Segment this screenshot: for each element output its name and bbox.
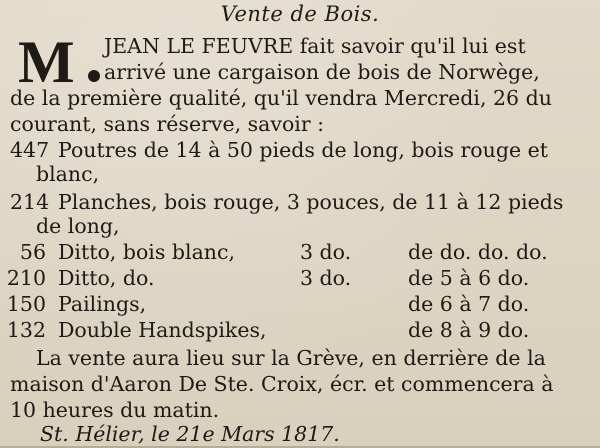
closing-line-2: maison d'Aaron De Ste. Croix, écr. et commencera à (10, 372, 554, 396)
row-length: de 6 à 7 do. (408, 292, 530, 316)
item-line: Planches, bois rouge, 3 pouces, de 11 à 12 pieds (58, 190, 564, 214)
row-name: Double Handspikes, (58, 318, 267, 342)
row-size: 3 do. (300, 266, 352, 290)
intro-line-3: de la première qualité, qu'il vendra Mercredi, 26 du (10, 86, 552, 110)
item-qty: 447 (10, 138, 50, 162)
row-name: Ditto, do. (58, 266, 155, 290)
notice-title: Vente de Bois. (220, 2, 380, 26)
row-size: 3 do. (300, 240, 352, 264)
item-line-cont: de long, (36, 214, 120, 238)
intro-line-1: JEAN LE FEUVRE fait savoir qu'il lui est (104, 34, 526, 58)
intro-line-4: courant, sans réserve, savoir : (10, 112, 325, 136)
row-qty: 132 (6, 318, 46, 342)
drop-cap: M (18, 29, 73, 95)
row-length: de 5 à 6 do. (408, 266, 530, 290)
row-length: de 8 à 9 do. (408, 318, 530, 342)
item-qty: 214 (10, 190, 50, 214)
row-name: Ditto, bois blanc, (58, 240, 236, 264)
item-line: Poutres de 14 à 50 pieds de long, bois rouge et (58, 138, 548, 162)
row-qty: 150 (6, 292, 46, 316)
row-name: Pailings, (58, 292, 147, 316)
intro-line-2: arrivé une cargaison de bois de Norwège, (104, 60, 540, 84)
row-length: de do. do. do. (408, 240, 548, 264)
drop-cap-dot (88, 70, 100, 82)
row-qty: 56 (19, 240, 46, 264)
closing-line-3: 10 heures du matin. (10, 398, 220, 422)
signature: St. Hélier, le 21e Mars 1817. (40, 422, 340, 446)
row-qty: 210 (6, 266, 46, 290)
closing-line-1: La vente aura lieu sur la Grève, en derrière de la (36, 346, 546, 370)
item-line-cont: blanc, (36, 162, 100, 186)
